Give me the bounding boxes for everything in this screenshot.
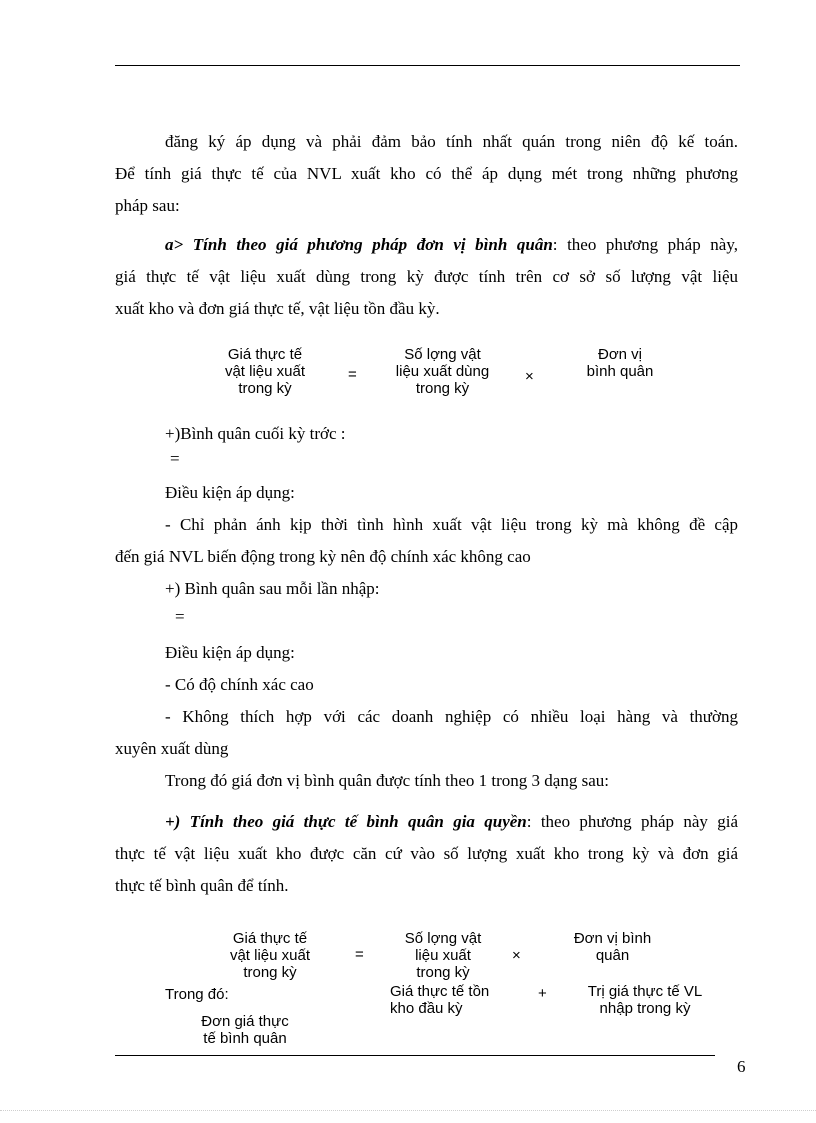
header-rule [115, 65, 740, 66]
paragraph-weighted-avg [115, 806, 738, 902]
text-line: - Không thích hợp với các doanh nghiệp có nhiều loại hàng và thường [165, 707, 738, 726]
text-line: - Chỉ phản ánh kịp thời tình hình xuất vật liệu trong kỳ mà không đề cập [165, 515, 738, 534]
formula-text: Đơn giá thực [201, 1013, 289, 1030]
formula-text: Giá thực tế [227, 346, 303, 363]
formula-text: vật liệu xuất [229, 947, 311, 964]
text-line: +) Bình quân sau mỗi lần nhập: [165, 579, 380, 598]
formula-text: liệu xuất dùng [395, 363, 490, 380]
text-line: Trong đó giá đơn vị bình quân được tính theo 1 trong 3 dạng sau: [165, 771, 609, 790]
formula-text: quân [595, 947, 630, 964]
formula-term [555, 930, 670, 964]
paragraph-method-a [115, 229, 738, 325]
text-line: +)Bình quân cuối kỳ trớc : [165, 424, 346, 443]
text-line: đến giá NVL biến động trong kỳ nên độ chính xác không cao [115, 547, 531, 566]
text-span: : theo phương pháp này, [552, 235, 738, 254]
formula-text: bình quân [586, 363, 654, 380]
paragraph-avg-end [115, 418, 738, 450]
text-line: xuất kho và đơn giá thực tế, vật liệu tồn đầu kỳ. [115, 299, 440, 318]
equals-sign: = [170, 449, 180, 468]
text-line [115, 806, 738, 838]
where-label: Trong đó: [165, 986, 229, 1003]
formula-text: nhập trong kỳ [599, 1000, 691, 1017]
equals-sign: = [355, 946, 364, 963]
text-line: Để tính giá thực tế của NVL xuất kho có thể áp dụng mét trong những phương [115, 164, 738, 183]
paragraph-avg-each [115, 573, 738, 605]
formula-term [570, 983, 720, 1017]
plus-sign: + [538, 985, 547, 1002]
formula-lhs [190, 1013, 300, 1047]
formula-term [388, 930, 498, 981]
formula-text: Đơn vị bình [573, 930, 652, 947]
formula-text: vật liệu xuất [224, 363, 306, 380]
formula-text: trong kỳ [243, 964, 297, 981]
text-line: xuyên xuất dùng [115, 739, 229, 758]
text-line: đăng ký áp dụng và phải đảm bảo tính nhất quán trong niên độ kế toán. [165, 132, 738, 151]
text-line: giá thực tế vật liệu xuất dùng trong kỳ được tính trên cơ sở số lượng vật liệu [115, 267, 738, 286]
equals-sign: = [348, 366, 357, 383]
formula-lhs [215, 930, 325, 981]
text-span: : theo phương pháp này giá [526, 812, 738, 831]
page-edge [0, 1110, 816, 1111]
formula-text: liệu xuất [415, 947, 471, 964]
formula-text: kho đầu kỳ [390, 1000, 463, 1017]
text-line: thực tế bình quân để tính. [115, 876, 289, 895]
formula-lhs [210, 346, 320, 397]
equals-sign: = [175, 607, 185, 626]
formula-text: Trị giá thực tế VL [587, 983, 703, 1000]
paragraph-conditions [115, 477, 738, 509]
formula-text: Giá thực tế tồn [390, 983, 490, 1000]
text-line: pháp sau: [115, 196, 180, 215]
formula-text: trong kỳ [238, 380, 292, 397]
text-line: Điều kiện áp dụng: [165, 643, 295, 662]
formula-text: Giá thực tế [232, 930, 308, 947]
text-line: - Có độ chính xác cao [165, 675, 314, 694]
paragraph-intro [115, 126, 738, 222]
times-sign: × [525, 368, 534, 385]
text-line: thực tế vật liệu xuất kho được căn cứ vào số lượng xuất kho trong kỳ và đơn giá [115, 844, 738, 863]
formula-term [390, 983, 515, 1017]
text-line: Điều kiện áp dụng: [165, 483, 295, 502]
method-heading: +) Tính theo giá thực tế bình quân gia quyền [165, 812, 527, 831]
formula-text: Số lợng vật [404, 346, 481, 363]
formula-text: Đơn vị [597, 346, 642, 363]
formula-text: trong kỳ [416, 964, 470, 981]
formula-term [380, 346, 505, 397]
formula-text: Số lợng vật [404, 930, 482, 947]
paragraph-conditions-2 [115, 637, 738, 797]
text-line [115, 229, 738, 261]
method-heading: a> Tính theo giá phương pháp đơn vị bình quân [165, 235, 553, 254]
times-sign: × [512, 947, 521, 964]
footer-rule [115, 1055, 715, 1056]
formula-term [565, 346, 675, 380]
formula-text: trong kỳ [415, 380, 470, 397]
page-number: 6 [737, 1057, 746, 1076]
paragraph-condition-1 [115, 509, 738, 573]
formula-text: tế bình quân [203, 1030, 287, 1047]
